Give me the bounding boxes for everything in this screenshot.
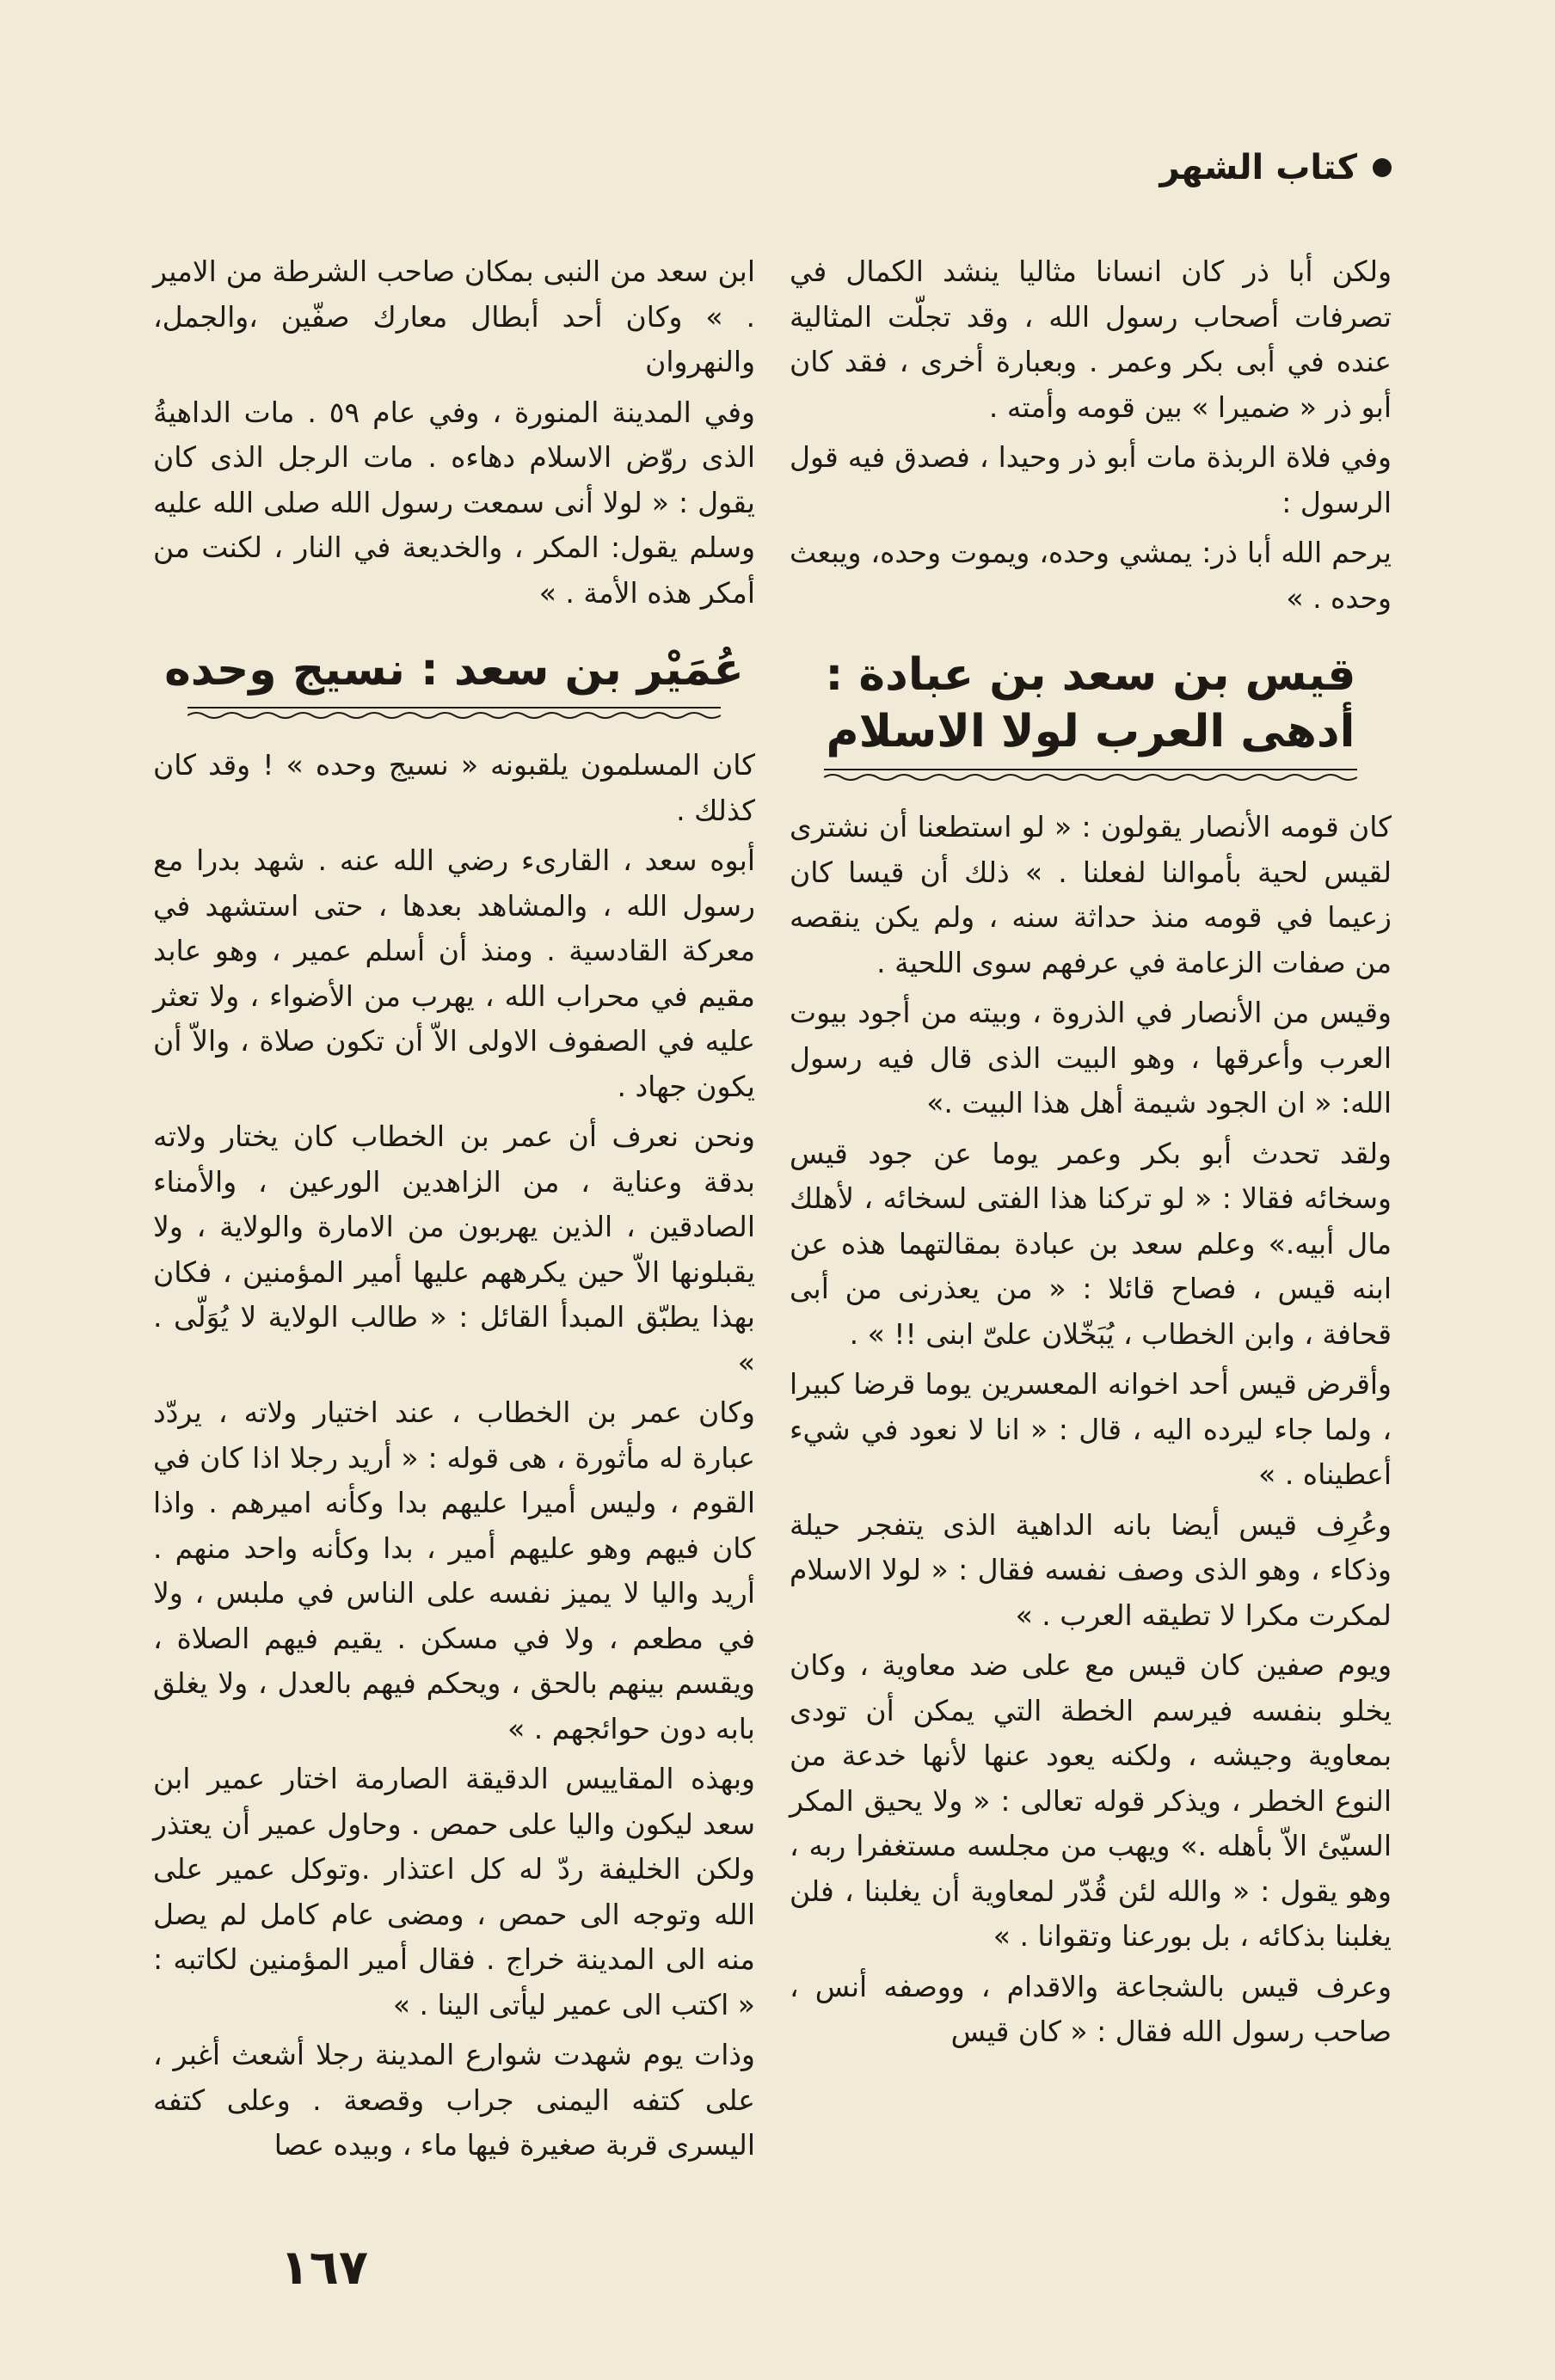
paragraph: وذات يوم شهدت شوارع المدينة رجلا أشعث أغبر ، على كتفه اليمنى جراب وقصعة . وعلى كتفه اليسرى قربة صغيرة فيها ماء ، وبيده عصا	[153, 2038, 755, 2162]
paragraph: ولقد تحدث أبو بكر وعمر يوما عن جود قيس وسخائه فقالا : « لو تركنا هذا الفتى لسخائه ، لأهلك مال أبيه.» وعلم سعد بن عبادة بمقالتهما هذه عن ابنه قيس ، فصاح قائلا : « من يعذرنى من أبى قحافة ، وابن الخطاب ، يُبَخّلان علىّ ابنى !! » .	[790, 1136, 1392, 1351]
section-heading-qays	[790, 647, 1392, 760]
running-header	[1160, 148, 1392, 187]
paragraph: وبهذه المقاييس الدقيقة الصارمة اختار عمير ابن سعد ليكون واليا على حمص . وحاول عمير أن يعتذر ولكن الخليفة ردّ له كل اعتذار .وتوكل عمير على الله وتوجه الى حمص ، ومضى عام كامل لم يصل منه الى المدينة خراج . فقال أمير المؤمنين لكاتبه : « اكتب الى عمير ليأتى الينا . »	[153, 1762, 755, 2021]
paragraph: وفي فلاة الربذة مات أبو ذر وحيدا ، فصدق فيه قول الرسول :	[790, 440, 1392, 519]
paragraph: ابن سعد من النبى بمكان صاحب الشرطة من الامير . » وكان أحد أبطال معارك صفّين ،والجمل، والنهروان	[153, 255, 755, 378]
heading-line: قيس بن سعد بن عبادة :	[825, 649, 1356, 701]
paragraph: وفي المدينة المنورة ، وفي عام ٥٩ . مات الداهيةُ الذى روّض الاسلام دهاءه . مات الرجل الذى كان يقول : « لولا أنى سمعت رسول الله صلى الله عليه وسلم يقول: المكر ، والخديعة في النار ، لكنت من أمكر هذه الأمة . »	[153, 395, 755, 610]
paragraph: وكان عمر بن الخطاب ، عند اختيار ولاته ، يردّد عبارة له مأثورة ، هى قوله : « أريد رجلا اذا كان في القوم ، وليس أميرا عليهم بدا وكأنه اميرهم . واذا كان فيهم وهو عليهم أمير ، بدا وكأنه واحد منهم . أريد واليا لا يميز نفسه على الناس في ملبس ، ولا في مطعم ، ولا في مسكن . يقيم فيهم الصلاة ، ويقسم بينهم بالحق ، ويحكم فيهم بالعدل ، ولا يغلق بابه دون حوائجهم . »	[153, 1395, 755, 1745]
bullet-icon	[1373, 158, 1392, 177]
section-heading-umayr	[153, 641, 755, 698]
paragraph: ولكن أبا ذر كان انسانا مثاليا ينشد الكمال في تصرفات أصحاب رسول الله ، وقد تجلّت المثالية عنده في أبى بكر وعمر . وبعبارة أخرى ، فقد كان أبو ذر « ضميرا » بين قومه وأمته .	[790, 255, 1392, 424]
paragraph: وعرف قيس بالشجاعة والاقدام ، ووصفه أنس ، صاحب رسول الله فقال : « كان قيس	[790, 1969, 1392, 2048]
heading-underline	[187, 707, 721, 722]
left-column	[153, 249, 755, 2174]
paragraph: كان المسلمون يلقبونه « نسيج وحده » ! وقد كان كذلك .	[153, 748, 755, 827]
heading-line: أدهى العرب لولا الاسلام	[826, 706, 1355, 758]
page-number: ١٦٧	[280, 2240, 368, 2296]
paragraph: كان قومه الأنصار يقولون : « لو استطعنا أن نشترى لقيس لحية بأموالنا لفعلنا . » ذلك أن قيسا كان زعيما في قومه منذ حداثة سنه ، ولم يكن ينقصه من صفات الزعامة في عرفهم سوى اللحية .	[790, 810, 1392, 979]
heading-line: عُمَيْر بن سعد : نسيج وحده	[164, 644, 744, 696]
paragraph: ونحن نعرف أن عمر بن الخطاب كان يختار ولاته بدقة وعناية ، من الزاهدين الورعين ، والأمناء الصادقين ، الذين يهربون من الامارة والولاية ، ولا يقبلونها الاّ حين يكرههم عليها أمير المؤمنين ، فكان بهذا يطبّق المبدأ القائل : « طالب الولاية لا يُوَلّى . »	[153, 1119, 755, 1379]
paragraph: أبوه سعد ، القارىء رضي الله عنه . شهد بدرا مع رسول الله ، والمشاهد بعدها ، حتى استشهد في معركة القادسية . ومنذ أن أسلم عمير ، وهو عابد مقيم في محراب الله ، يهرب من الأضواء ، ولا تعثر عليه في الصفوف الاولى الاّ أن تكون صلاة ، والاّ أن يكون جهاد .	[153, 843, 755, 1103]
paragraph: وقيس من الأنصار في الذروة ، وبيته من أجود بيوت العرب وأعرقها ، وهو البيت الذى قال فيه رسول الله: « ان الجود شيمة أهل هذا البيت .»	[790, 996, 1392, 1119]
paragraph: وعُرِف قيس أيضا بانه الداهية الذى يتفجر حيلة وذكاء ، وهو الذى وصف نفسه فقال : « لولا الاسلام لمكرت مكرا لا تطيقه العرب . »	[790, 1507, 1392, 1632]
paragraph: وأقرض قيس أحد اخوانه المعسرين يوما قرضا كبيرا ، ولما جاء ليرده اليه ، قال : « انا لا نعود في شيء أعطيناه . »	[790, 1367, 1392, 1491]
paragraph: ويوم صفين كان قيس مع على ضد معاوية ، وكان يخلو بنفسه فيرسم الخطة التي يمكن أن تودى بمعاوية وجيشه ، ولكنه يعود عنها لأنها خدعة من النوع الخطر ، ويذكر قوله تعالى : « ولا يحيق المكر السيّئ الاّ بأهله .» ويهب من مجلسه مستغفرا ربه ، وهو يقول : « والله لئن قُدّر لمعاوية أن يغلبنا ، فلن يغلبنا بذكائه ، بل بورعنا وتقوانا . »	[790, 1648, 1392, 1953]
paragraph: يرحم الله أبا ذر: يمشي وحده، ويموت وحده، ويبعث وحده . »	[790, 536, 1392, 615]
header-title: كتاب الشهر	[1159, 148, 1357, 187]
right-column	[790, 249, 1392, 2060]
heading-underline	[824, 769, 1357, 784]
